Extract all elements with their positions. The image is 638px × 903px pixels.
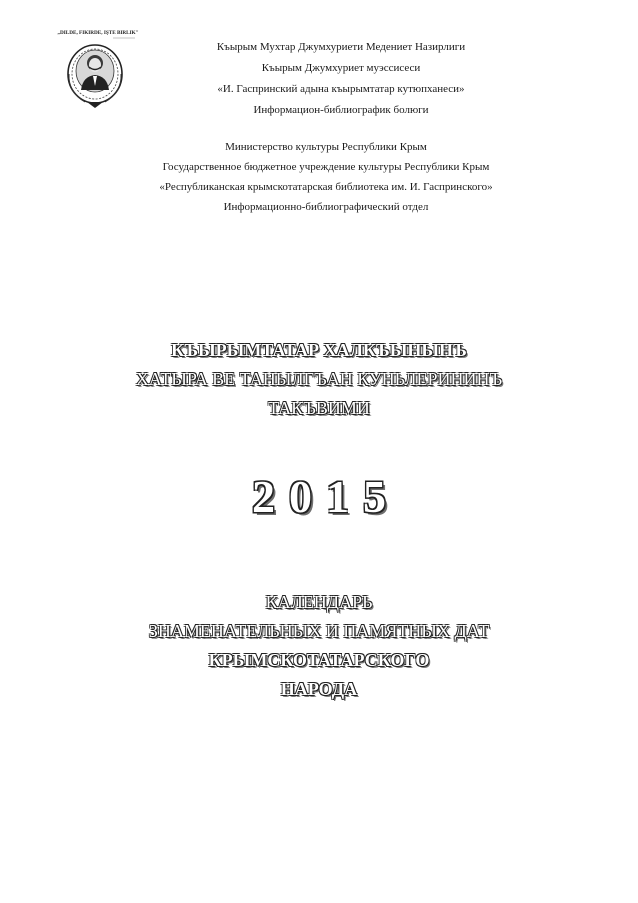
crh-title [0, 336, 638, 423]
logo-ribbon-text: „DILDE, FIKIRDE, IŞTE BIRLIK" [57, 30, 139, 36]
ru-institution-line: Государственное бюджетное учреждение культуры Республики Крым [162, 161, 490, 173]
ru-ministry-line: Министерство культуры Республики Крым [225, 141, 427, 153]
year-heading: 2015 [252, 471, 400, 522]
ru-title-line-1: КАЛЕНДАРЬ [265, 592, 373, 612]
crh-header [56, 37, 626, 121]
crh-institution-line: Къырым Джумхуриет муэссисеси [261, 62, 421, 74]
ru-title-line-2: ЗНАМЕНАТЕЛЬНЫХ И ПАМЯТНЫХ ДАТ [148, 621, 490, 641]
ru-title-line-3: КРЫМСКОТАТАРСКОГО [208, 650, 430, 670]
crh-title-line-1: КЪЫРЫМТАТАР ХАЛКЪЫНЫНЪ [171, 340, 467, 360]
ru-library-line: «Республиканская крымскотатарская библиотека им. И. Гаспринского» [159, 181, 493, 193]
crh-ministry-line: Къырым Мухтар Джумхуриети Медениет Назирлиги [216, 41, 466, 53]
crh-library-line: «И. Гаспринский адына къырымтатар кутюпханеси» [217, 83, 465, 95]
ru-title [0, 588, 638, 704]
ru-department-line: Информационно-библиографический отдел [223, 201, 429, 213]
crh-department-line: Информацион-библиографик болюги [253, 104, 429, 116]
crh-title-line-3: ТАКЪВИМИ [268, 398, 370, 418]
ru-header [40, 137, 612, 217]
crh-title-line-2: ХАТЫРА ВЕ ТАНЫЛГЪАН КУНЬЛЕРИНИНЪ [135, 369, 503, 389]
ru-title-line-4: НАРОДА [280, 679, 358, 699]
